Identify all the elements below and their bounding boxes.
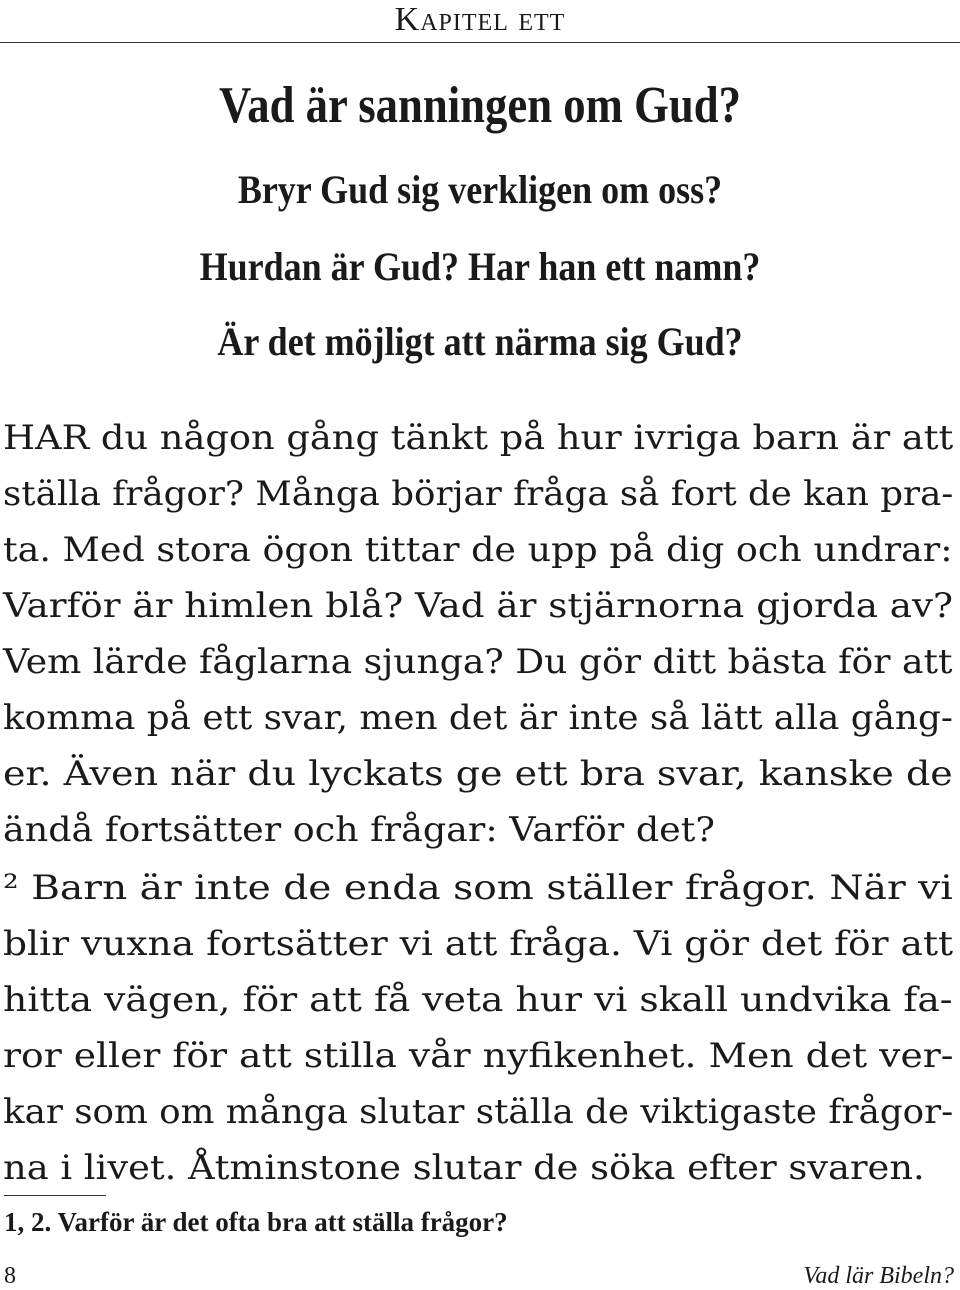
body-line: ror eller för att stilla vår nyfikenhet. Men det ver-	[3, 1036, 954, 1076]
body-line: blir vuxna fortsätter vi att fråga. Vi gör det för att	[3, 924, 954, 964]
chapter-label	[0, 0, 960, 40]
chapter-label-text: Kapitel ett	[394, 1, 566, 38]
body-line: Vem lärde fåglarna sjunga? Du gör ditt bästa för att	[3, 642, 953, 682]
body-line: ta. Med stora ögon tittar de upp på dig och undrar:	[3, 530, 953, 570]
body-line: hitta vägen, för att få veta hur vi skall undvika fa-	[3, 980, 953, 1020]
body-line: er. Även när du lyckats ge ett bra svar, kanske de	[3, 754, 953, 794]
book-title: Vad lär Bibeln?	[803, 1263, 954, 1289]
page-number: 8	[4, 1263, 16, 1289]
sub-question-2: Hurdan är Gud? Har han ett namn?	[199, 244, 761, 289]
page-title: Vad är sanningen om Gud?	[219, 77, 741, 134]
body-line: ändå fortsätter och frågar: Varför det?	[3, 810, 715, 850]
footnote-rule	[4, 1195, 106, 1196]
body-line: HAR du någon gång tänkt på hur ivriga barn är att	[3, 418, 954, 458]
header-rule	[0, 42, 960, 43]
body-line: ² Barn är inte de enda som ställer frågor. När vi	[3, 868, 953, 908]
body-line: komma på ett svar, men det är inte så lätt alla gång-	[3, 698, 953, 738]
sub-question-1: Bryr Gud sig verkligen om oss?	[237, 167, 723, 212]
body-line: kar som om många slutar ställa de viktigaste frågor-	[3, 1092, 954, 1132]
body-line: na i livet. Åtminstone slutar de söka efter svaren.	[3, 1148, 925, 1188]
body-line: Varför är himlen blå? Vad är stjärnorna gjorda av?	[3, 586, 954, 626]
study-question: 1, 2. Varför är det ofta bra att ställa frågor?	[4, 1207, 508, 1237]
body-line: ställa frågor? Många börjar fråga så fort de kan pra-	[3, 474, 954, 514]
sub-question-3: Är det möjligt att närma sig Gud?	[217, 319, 743, 364]
